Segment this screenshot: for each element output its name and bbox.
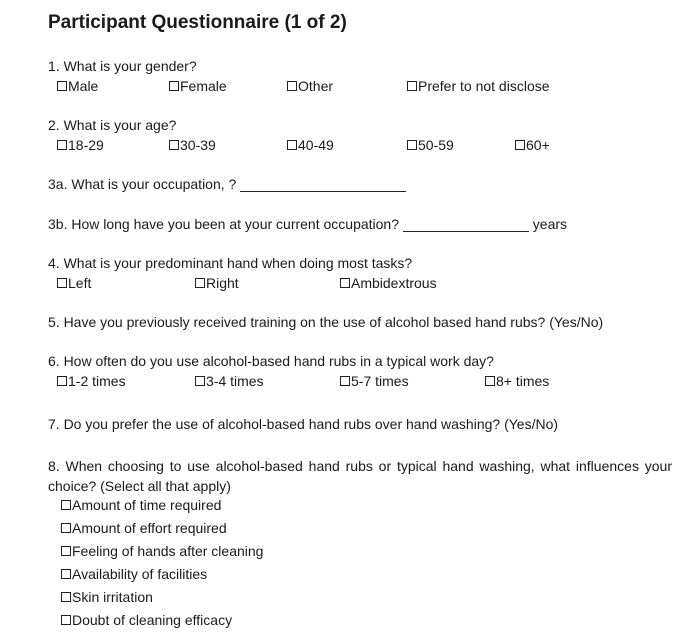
option-age-50-59[interactable]: 50-59 — [407, 137, 454, 153]
option-availability[interactable]: Availability of facilities — [61, 566, 207, 582]
option-right[interactable]: Right — [195, 275, 239, 291]
checkbox-icon[interactable] — [340, 376, 350, 386]
checkbox-icon[interactable] — [515, 140, 525, 150]
option-time-required[interactable]: Amount of time required — [61, 497, 221, 513]
question-3a-occupation: 3a. What is your occupation, ? — [48, 176, 406, 192]
checkbox-icon[interactable] — [407, 140, 417, 150]
question-1-gender: 1. What is your gender? — [48, 58, 197, 74]
option-ambidextrous[interactable]: Ambidextrous — [340, 275, 437, 291]
option-3-4-times[interactable]: 3-4 times — [195, 373, 264, 389]
option-skin-irritation[interactable]: Skin irritation — [61, 589, 153, 605]
option-male[interactable]: Male — [57, 78, 98, 94]
checkbox-icon[interactable] — [195, 376, 205, 386]
question-2-age: 2. What is your age? — [48, 117, 177, 133]
option-5-7-times[interactable]: 5-7 times — [340, 373, 409, 389]
question-8-influences: 8. When choosing to use alcohol-based hand rubs or typical hand washing, what influences your choice? (Select all that apply) — [48, 458, 672, 494]
checkbox-icon[interactable] — [287, 140, 297, 150]
duration-input[interactable] — [403, 217, 529, 232]
option-age-60-plus[interactable]: 60+ — [515, 137, 550, 153]
checkbox-icon[interactable] — [195, 278, 205, 288]
checkbox-icon[interactable] — [61, 569, 71, 579]
option-feeling-of-hands[interactable]: Feeling of hands after cleaning — [61, 543, 263, 559]
option-age-30-39[interactable]: 30-39 — [169, 137, 216, 153]
question-7-preference: 7. Do you prefer the use of alcohol-based hand rubs over hand washing? (Yes/No) — [48, 416, 559, 432]
checkbox-icon[interactable] — [407, 81, 417, 91]
checkbox-icon[interactable] — [61, 592, 71, 602]
checkbox-icon[interactable] — [61, 615, 71, 625]
option-effort-required[interactable]: Amount of effort required — [61, 520, 227, 536]
option-cleaning-efficacy[interactable]: Doubt of cleaning efficacy — [61, 612, 232, 628]
occupation-input[interactable] — [240, 177, 406, 192]
checkbox-icon[interactable] — [61, 500, 71, 510]
option-age-18-29[interactable]: 18-29 — [57, 137, 104, 153]
question-6-frequency: 6. How often do you use alcohol-based hand rubs in a typical work day? — [48, 353, 494, 369]
checkbox-icon[interactable] — [169, 81, 179, 91]
option-1-2-times[interactable]: 1-2 times — [57, 373, 126, 389]
question-3b-duration: 3b. How long have you been at your current occupation? years — [48, 216, 568, 232]
checkbox-icon[interactable] — [57, 376, 67, 386]
question-4-hand: 4. What is your predominant hand when doing most tasks? — [48, 255, 413, 271]
checkbox-icon[interactable] — [57, 81, 67, 91]
checkbox-icon[interactable] — [61, 546, 71, 556]
checkbox-icon[interactable] — [57, 278, 67, 288]
checkbox-icon[interactable] — [57, 140, 67, 150]
checkbox-icon[interactable] — [61, 523, 71, 533]
option-other[interactable]: Other — [287, 78, 333, 94]
checkbox-icon[interactable] — [287, 81, 297, 91]
checkbox-icon[interactable] — [485, 376, 495, 386]
option-left[interactable]: Left — [57, 275, 91, 291]
option-female[interactable]: Female — [169, 78, 227, 94]
option-age-40-49[interactable]: 40-49 — [287, 137, 334, 153]
option-8-plus-times[interactable]: 8+ times — [485, 373, 549, 389]
checkbox-icon[interactable] — [340, 278, 350, 288]
checkbox-icon[interactable] — [169, 140, 179, 150]
option-prefer-not-disclose[interactable]: Prefer to not disclose — [407, 78, 550, 94]
question-5-training: 5. Have you previously received training on the use of alcohol based hand rubs? (Yes/No) — [48, 314, 604, 330]
page-title: Participant Questionnaire (1 of 2) — [48, 12, 347, 33]
